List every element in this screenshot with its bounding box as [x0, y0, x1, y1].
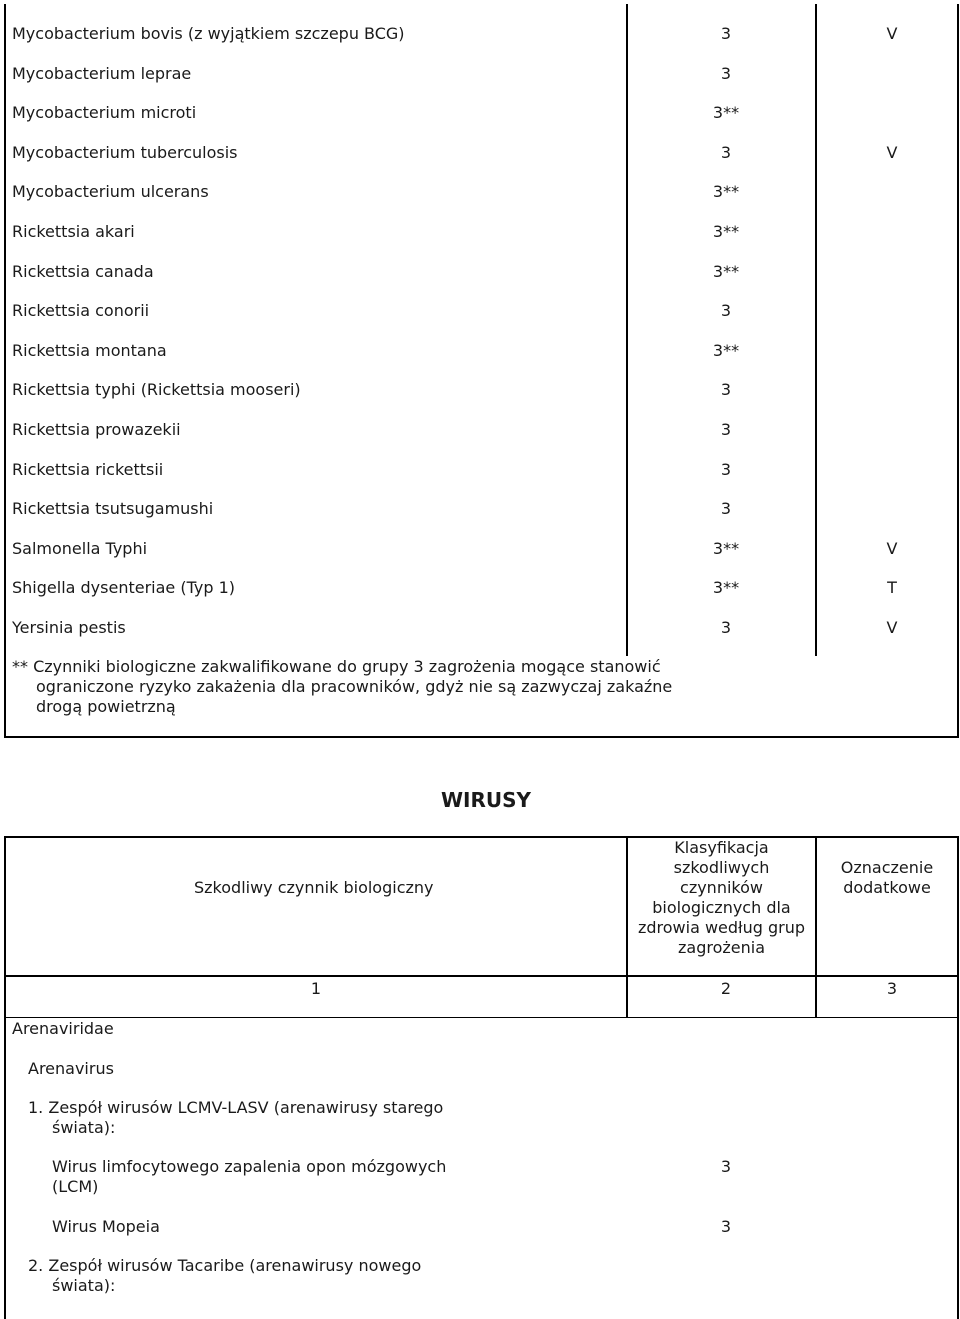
- organism-name: Salmonella Typhi: [12, 539, 148, 558]
- additional-note: V: [886, 143, 898, 162]
- section-title: WIRUSY: [441, 788, 532, 812]
- organism-name: Mycobacterium tuberculosis: [12, 143, 238, 162]
- upper-table-divider-1: [626, 4, 628, 656]
- group-2-line-2: świata):: [52, 1276, 116, 1295]
- organism-name: Mycobacterium leprae: [12, 64, 192, 83]
- column-number-2: 2: [720, 979, 732, 998]
- upper-table-left-border: [4, 4, 6, 738]
- upper-table-right-border: [957, 4, 959, 738]
- risk-group: 3**: [712, 578, 740, 597]
- risk-group: 3: [720, 301, 732, 320]
- risk-group: 3: [720, 24, 732, 43]
- virus-lcm-group: 3: [720, 1157, 732, 1176]
- family-arenaviridae: Arenaviridae: [12, 1019, 114, 1038]
- upper-table-bottom-border: [4, 736, 959, 738]
- risk-group: 3: [720, 64, 732, 83]
- additional-note: T: [887, 578, 897, 597]
- risk-group: 3: [720, 499, 732, 518]
- header-classification-2: szkodliwych: [673, 858, 770, 877]
- header-agent: Szkodliwy czynnik biologiczny: [194, 878, 434, 897]
- header-classification-3: czynników: [680, 878, 763, 897]
- risk-group: 3: [720, 618, 732, 637]
- risk-group: 3**: [712, 103, 740, 122]
- organism-name: Mycobacterium bovis (z wyjątkiem szczepu BCG): [12, 24, 405, 43]
- header-additional-2: dodatkowe: [843, 878, 931, 897]
- virus-lcm-line-2: (LCM): [52, 1177, 99, 1196]
- organism-name: Rickettsia typhi (Rickettsia mooseri): [12, 380, 301, 399]
- organism-name: Mycobacterium ulcerans: [12, 182, 209, 201]
- group-1-line-2: świata):: [52, 1118, 116, 1137]
- risk-group: 3**: [712, 222, 740, 241]
- organism-name: Rickettsia canada: [12, 262, 154, 281]
- risk-group: 3**: [712, 341, 740, 360]
- organism-name: Rickettsia conorii: [12, 301, 150, 320]
- virus-table-left-border: [4, 836, 6, 1319]
- virus-mopeia-group: 3: [720, 1217, 732, 1236]
- header-additional-1: Oznaczenie: [840, 858, 934, 877]
- upper-table-divider-2: [815, 4, 817, 656]
- header-classification-1: Klasyfikacja: [674, 838, 769, 857]
- organism-name: Rickettsia tsutsugamushi: [12, 499, 214, 518]
- header-classification-5: zdrowia według grup: [637, 918, 806, 937]
- organism-name: Rickettsia prowazekii: [12, 420, 181, 439]
- header-classification-6: zagrożenia: [677, 938, 765, 957]
- risk-group: 3**: [712, 262, 740, 281]
- column-number-1: 1: [310, 979, 322, 998]
- additional-note: V: [886, 618, 898, 637]
- virus-table-right-border: [957, 836, 959, 1319]
- footnote-line-2: ograniczone ryzyko zakażenia dla pracowników, gdyż nie są zazwyczaj zakaźne: [36, 677, 673, 696]
- risk-group: 3: [720, 460, 732, 479]
- genus-arenavirus: Arenavirus: [28, 1059, 114, 1078]
- group-1-line-1: 1. Zespół wirusów LCMV-LASV (arenawirusy starego: [28, 1098, 444, 1117]
- organism-name: Yersinia pestis: [12, 618, 126, 637]
- additional-note: V: [886, 24, 898, 43]
- virus-mopeia-name: Wirus Mopeia: [52, 1217, 160, 1236]
- group-2-line-1: 2. Zespół wirusów Tacaribe (arenawirusy nowego: [28, 1256, 422, 1275]
- virus-lcm-line-1: Wirus limfocytowego zapalenia opon mózgowych: [52, 1157, 447, 1176]
- risk-group: 3: [720, 420, 732, 439]
- risk-group: 3: [720, 380, 732, 399]
- organism-name: Mycobacterium microti: [12, 103, 197, 122]
- organism-name: Rickettsia rickettsii: [12, 460, 164, 479]
- footnote-line-3: drogą powietrzną: [36, 697, 176, 716]
- additional-note: V: [886, 539, 898, 558]
- organism-name: Rickettsia montana: [12, 341, 167, 360]
- organism-name: Rickettsia akari: [12, 222, 135, 241]
- risk-group: 3**: [712, 182, 740, 201]
- column-number-3: 3: [886, 979, 898, 998]
- risk-group: 3**: [712, 539, 740, 558]
- footnote-line-1: ** Czynniki biologiczne zakwalifikowane do grupy 3 zagrożenia mogące stanowić: [12, 657, 661, 676]
- risk-group: 3: [720, 143, 732, 162]
- organism-name: Shigella dysenteriae (Typ 1): [12, 578, 235, 597]
- header-classification-4: biologicznych dla: [652, 898, 791, 917]
